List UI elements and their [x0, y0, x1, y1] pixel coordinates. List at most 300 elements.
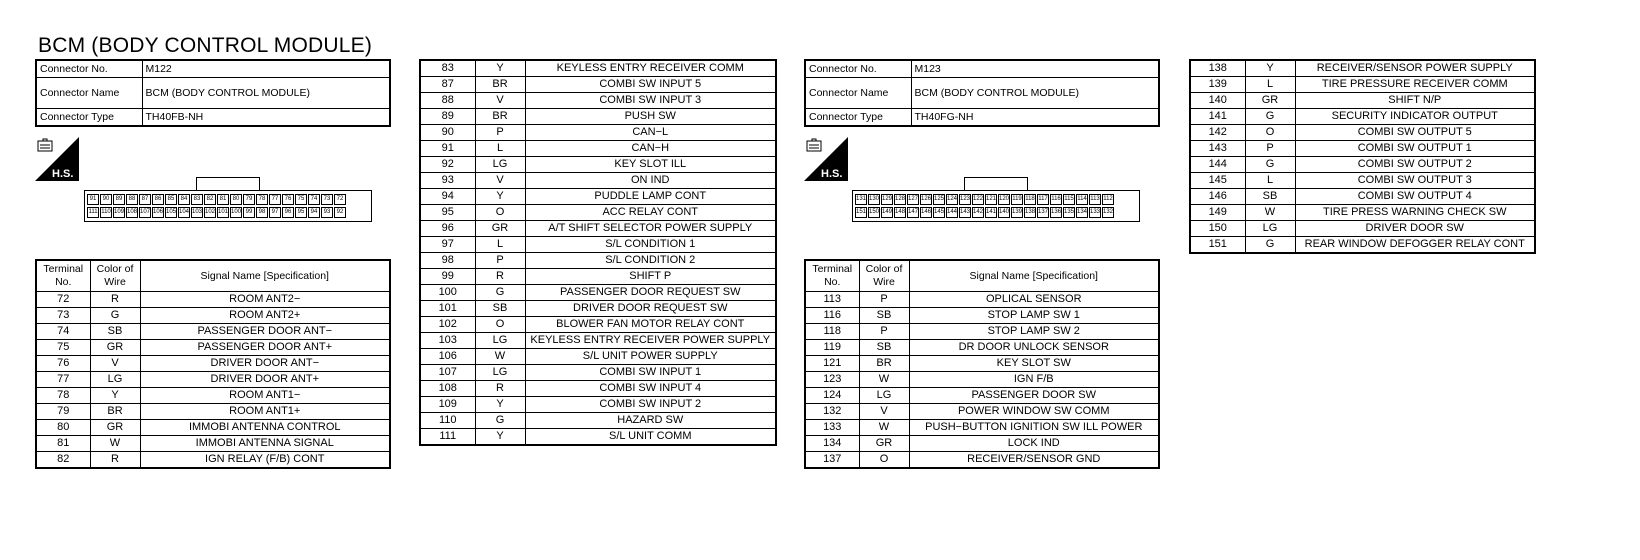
connector-pin: 127: [907, 194, 919, 205]
wire-color: LG: [475, 333, 525, 349]
table-row: [1190, 189, 1535, 205]
wire-color: BR: [475, 109, 525, 125]
wire-color: G: [1245, 237, 1295, 254]
terminal-no: 151: [1190, 237, 1245, 254]
table-row: [805, 388, 1159, 404]
label-connector-name: Connector Name: [36, 78, 142, 109]
wire-color: W: [859, 372, 909, 388]
connector-pin: 137: [1037, 207, 1049, 218]
terminal-no: 113: [805, 292, 859, 308]
table-row: [36, 436, 390, 452]
terminal-no: 146: [1190, 189, 1245, 205]
wire-color: R: [475, 381, 525, 397]
table-row: [420, 381, 776, 397]
signal-name: IGN RELAY (F/B) CONT: [140, 452, 390, 469]
wire-color: G: [1245, 109, 1295, 125]
table-row: [420, 157, 776, 173]
connector-pin: 131: [855, 194, 867, 205]
wire-color: GR: [1245, 93, 1295, 109]
signal-name: PASSENGER DOOR SW: [909, 388, 1159, 404]
wire-color: V: [475, 93, 525, 109]
signal-name: RECEIVER/SENSOR GND: [909, 452, 1159, 469]
signal-name: SHIFT N/P: [1295, 93, 1535, 109]
label-connector-no: Connector No.: [805, 60, 911, 78]
connector-face-m123: [852, 190, 1140, 222]
hs-label: H.S.: [52, 168, 74, 180]
signal-name: IMMOBI ANTENNA SIGNAL: [140, 436, 390, 452]
terminal-no: 110: [420, 413, 475, 429]
table-row: [805, 452, 1159, 469]
table-row: [805, 292, 1159, 308]
table-row: [1190, 205, 1535, 221]
connector-type-value: TH40FG-NH: [911, 109, 1159, 127]
connector-pin: 149: [881, 207, 893, 218]
wire-color: SB: [1245, 189, 1295, 205]
signal-name: ROOM ANT1−: [140, 388, 390, 404]
terminal-no: 79: [36, 404, 90, 420]
connector-pin: 116: [1050, 194, 1062, 205]
terminal-no: 72: [36, 292, 90, 308]
hs-connector-icon: [804, 137, 848, 181]
connector-pin: 96: [282, 207, 294, 218]
connector-pin: 129: [881, 194, 893, 205]
wire-color: P: [859, 324, 909, 340]
connector-pin: 130: [868, 194, 880, 205]
terminal-no: 77: [36, 372, 90, 388]
connector-pin: 121: [985, 194, 997, 205]
connector-pin: 103: [191, 207, 203, 218]
connector-pin: 85: [165, 194, 177, 205]
connector-pin: 140: [998, 207, 1010, 218]
connector-pin: 97: [269, 207, 281, 218]
connector-pin: 119: [1011, 194, 1023, 205]
terminal-no: 96: [420, 221, 475, 237]
table-row: [420, 60, 776, 77]
signal-name: ROOM ANT2+: [140, 308, 390, 324]
connector-pin: 150: [868, 207, 880, 218]
connector-pin: 99: [243, 207, 255, 218]
terminal-no: 83: [420, 60, 475, 77]
signal-name: POWER WINDOW SW COMM: [909, 404, 1159, 420]
signal-table-m122-b: [419, 59, 777, 446]
terminal-no: 137: [805, 452, 859, 469]
signal-name: STOP LAMP SW 2: [909, 324, 1159, 340]
wire-color: V: [859, 404, 909, 420]
signal-name: STOP LAMP SW 1: [909, 308, 1159, 324]
wire-color: L: [475, 141, 525, 157]
connector-pin: 144: [946, 207, 958, 218]
terminal-no: 149: [1190, 205, 1245, 221]
terminal-no: 100: [420, 285, 475, 301]
table-row: [420, 365, 776, 381]
wire-color: LG: [90, 372, 140, 388]
connector-pin: 133: [1089, 207, 1101, 218]
table-row: [1190, 109, 1535, 125]
table-row: [1190, 237, 1535, 254]
signal-table-m123-a: [804, 259, 1160, 469]
signal-name: S/L UNIT COMM: [525, 429, 776, 446]
table-row: [420, 237, 776, 253]
connector-pin: 83: [191, 194, 203, 205]
signal-name: SECURITY INDICATOR OUTPUT: [1295, 109, 1535, 125]
wire-color: BR: [90, 404, 140, 420]
connector-pin: 105: [165, 207, 177, 218]
connector-pin: 115: [1063, 194, 1075, 205]
terminal-no: 119: [805, 340, 859, 356]
wire-color: LG: [859, 388, 909, 404]
connector-face-m122: [84, 190, 372, 222]
header-terminal: Terminal No.: [36, 260, 90, 292]
wire-color: R: [90, 292, 140, 308]
wire-color: W: [859, 420, 909, 436]
table-row: [36, 388, 390, 404]
connector-pin: 100: [230, 207, 242, 218]
signal-name: COMBI SW INPUT 2: [525, 397, 776, 413]
table-row: [1190, 141, 1535, 157]
terminal-no: 98: [420, 253, 475, 269]
signal-name: REAR WINDOW DEFOGGER RELAY CONT: [1295, 237, 1535, 254]
connector-pin: 95: [295, 207, 307, 218]
table-row: [805, 340, 1159, 356]
terminal-no: 150: [1190, 221, 1245, 237]
connector-pin: 143: [959, 207, 971, 218]
connector-pin: 136: [1050, 207, 1062, 218]
table-row: [420, 429, 776, 446]
connector-pin: 101: [217, 207, 229, 218]
page-title: BCM (BODY CONTROL MODULE): [38, 34, 373, 57]
terminal-no: 141: [1190, 109, 1245, 125]
table-row: [420, 109, 776, 125]
wire-color: GR: [90, 340, 140, 356]
table-row: [36, 372, 390, 388]
table-row: [420, 413, 776, 429]
terminal-no: 107: [420, 365, 475, 381]
table-row: [1190, 77, 1535, 93]
connector-pin: 110: [100, 207, 112, 218]
connector-pin: 74: [308, 194, 320, 205]
signal-name: COMBI SW OUTPUT 1: [1295, 141, 1535, 157]
terminal-no: 106: [420, 349, 475, 365]
header-color: Color of Wire: [859, 260, 909, 292]
wire-color: L: [1245, 77, 1295, 93]
signal-name: ACC RELAY CONT: [525, 205, 776, 221]
signal-name: S/L CONDITION 2: [525, 253, 776, 269]
signal-name: COMBI SW OUTPUT 5: [1295, 125, 1535, 141]
terminal-no: 99: [420, 269, 475, 285]
terminal-no: 82: [36, 452, 90, 469]
connector-pin: 94: [308, 207, 320, 218]
terminal-no: 75: [36, 340, 90, 356]
header-signal: Signal Name [Specification]: [140, 260, 390, 292]
connector-pin: 82: [204, 194, 216, 205]
connector-pin: 89: [113, 194, 125, 205]
signal-table-m123-b: [1189, 59, 1536, 254]
table-row: [420, 269, 776, 285]
wire-color: GR: [859, 436, 909, 452]
connector-pin: 147: [907, 207, 919, 218]
wire-color: G: [475, 413, 525, 429]
table-row: [36, 452, 390, 469]
hs-connector-icon: [35, 137, 79, 181]
terminal-no: 142: [1190, 125, 1245, 141]
table-row: [805, 436, 1159, 452]
wire-color: P: [859, 292, 909, 308]
signal-name: SHIFT P: [525, 269, 776, 285]
header-color: Color of Wire: [90, 260, 140, 292]
connector-pin: 151: [855, 207, 867, 218]
connector-pin: 141: [985, 207, 997, 218]
connector-name-value: BCM (BODY CONTROL MODULE): [911, 78, 1159, 109]
table-row: [36, 292, 390, 308]
connector-pin: 128: [894, 194, 906, 205]
wire-color: R: [475, 269, 525, 285]
connector-pin: 125: [933, 194, 945, 205]
connector-pin: 132: [1102, 207, 1114, 218]
connector-pin: 84: [178, 194, 190, 205]
terminal-no: 74: [36, 324, 90, 340]
table-row: [36, 404, 390, 420]
terminal-no: 103: [420, 333, 475, 349]
table-row: [420, 189, 776, 205]
wire-color: BR: [859, 356, 909, 372]
wire-color: GR: [90, 420, 140, 436]
connector-pin: 77: [269, 194, 281, 205]
terminal-no: 90: [420, 125, 475, 141]
signal-name: IGN F/B: [909, 372, 1159, 388]
table-row: [805, 324, 1159, 340]
connector-pin: 76: [282, 194, 294, 205]
connector-pin: 107: [139, 207, 151, 218]
table-row: [1190, 125, 1535, 141]
connector-pin: 72: [334, 194, 346, 205]
signal-name: PASSENGER DOOR REQUEST SW: [525, 285, 776, 301]
table-row: [420, 253, 776, 269]
connector-pin: 86: [152, 194, 164, 205]
terminal-no: 91: [420, 141, 475, 157]
terminal-no: 134: [805, 436, 859, 452]
connector-pin: 102: [204, 207, 216, 218]
signal-name: PUSH SW: [525, 109, 776, 125]
terminal-no: 76: [36, 356, 90, 372]
terminal-no: 95: [420, 205, 475, 221]
connector-info-m122: [35, 59, 391, 127]
label-connector-type: Connector Type: [805, 109, 911, 127]
connector-pin: 118: [1024, 194, 1036, 205]
connector-pin: 93: [321, 207, 333, 218]
connector-pin: 139: [1011, 207, 1023, 218]
label-connector-type: Connector Type: [36, 109, 142, 127]
terminal-no: 144: [1190, 157, 1245, 173]
signal-name: PASSENGER DOOR ANT+: [140, 340, 390, 356]
connector-pin: 135: [1063, 207, 1075, 218]
terminal-no: 132: [805, 404, 859, 420]
terminal-no: 140: [1190, 93, 1245, 109]
terminal-no: 92: [420, 157, 475, 173]
terminal-no: 116: [805, 308, 859, 324]
signal-name: COMBI SW OUTPUT 3: [1295, 173, 1535, 189]
connector-pin: 146: [920, 207, 932, 218]
wire-color: O: [475, 317, 525, 333]
terminal-no: 102: [420, 317, 475, 333]
table-row: [420, 317, 776, 333]
table-row: [36, 420, 390, 436]
wire-color: R: [90, 452, 140, 469]
wire-color: Y: [475, 189, 525, 205]
connector-name-value: BCM (BODY CONTROL MODULE): [142, 78, 390, 109]
connector-no-value: M122: [142, 60, 390, 78]
terminal-no: 81: [36, 436, 90, 452]
connector-pin: 124: [946, 194, 958, 205]
wire-color: LG: [475, 365, 525, 381]
signal-name: TIRE PRESS WARNING CHECK SW: [1295, 205, 1535, 221]
hs-label: H.S.: [821, 168, 843, 180]
connector-pin: 98: [256, 207, 268, 218]
wire-color: LG: [1245, 221, 1295, 237]
wire-color: P: [1245, 141, 1295, 157]
table-row: [805, 420, 1159, 436]
connector-pin: 79: [243, 194, 255, 205]
signal-name: KEYLESS ENTRY RECEIVER POWER SUPPLY: [525, 333, 776, 349]
terminal-no: 143: [1190, 141, 1245, 157]
wire-color: BR: [475, 77, 525, 93]
table-row: [420, 93, 776, 109]
wire-color: SB: [859, 340, 909, 356]
wire-color: O: [1245, 125, 1295, 141]
table-row: [805, 308, 1159, 324]
connector-type-value: TH40FB-NH: [142, 109, 390, 127]
table-row: [36, 340, 390, 356]
signal-name: COMBI SW OUTPUT 2: [1295, 157, 1535, 173]
signal-name: ROOM ANT1+: [140, 404, 390, 420]
signal-name: KEY SLOT ILL: [525, 157, 776, 173]
terminal-no: 94: [420, 189, 475, 205]
table-row: [420, 349, 776, 365]
connector-pin: 73: [321, 194, 333, 205]
wire-color: GR: [475, 221, 525, 237]
wire-color: Y: [1245, 60, 1295, 77]
table-row: [420, 301, 776, 317]
connector-pin: 120: [998, 194, 1010, 205]
signal-name: DRIVER DOOR REQUEST SW: [525, 301, 776, 317]
table-row: [1190, 221, 1535, 237]
table-row: [805, 356, 1159, 372]
table-row: [420, 205, 776, 221]
terminal-no: 124: [805, 388, 859, 404]
table-row: [805, 404, 1159, 420]
wire-color: Y: [90, 388, 140, 404]
wire-color: G: [1245, 157, 1295, 173]
signal-name: RECEIVER/SENSOR POWER SUPPLY: [1295, 60, 1535, 77]
signal-name: S/L CONDITION 1: [525, 237, 776, 253]
connector-pin: 80: [230, 194, 242, 205]
connector-pin: 126: [920, 194, 932, 205]
wire-color: SB: [90, 324, 140, 340]
table-row: [420, 141, 776, 157]
table-row: [36, 308, 390, 324]
wire-color: L: [475, 237, 525, 253]
signal-name: BLOWER FAN MOTOR RELAY CONT: [525, 317, 776, 333]
wire-color: Y: [475, 429, 525, 446]
wire-color: P: [475, 253, 525, 269]
connector-pin: 108: [126, 207, 138, 218]
wire-color: Y: [475, 60, 525, 77]
wire-color: G: [475, 285, 525, 301]
table-row: [1190, 157, 1535, 173]
table-row: [420, 333, 776, 349]
wire-color: V: [475, 173, 525, 189]
terminal-no: 88: [420, 93, 475, 109]
connector-pin: 113: [1089, 194, 1101, 205]
header-signal: Signal Name [Specification]: [909, 260, 1159, 292]
signal-name: ON IND: [525, 173, 776, 189]
signal-name: KEY SLOT SW: [909, 356, 1159, 372]
signal-name: PASSENGER DOOR ANT−: [140, 324, 390, 340]
connector-pin: 145: [933, 207, 945, 218]
terminal-no: 93: [420, 173, 475, 189]
terminal-no: 118: [805, 324, 859, 340]
connector-no-value: M123: [911, 60, 1159, 78]
connector-pin: 109: [113, 207, 125, 218]
connector-pin: 75: [295, 194, 307, 205]
connector-info-m123: [804, 59, 1160, 127]
signal-name: LOCK IND: [909, 436, 1159, 452]
table-row: [420, 397, 776, 413]
table-row: [805, 372, 1159, 388]
table-row: [1190, 173, 1535, 189]
wire-color: LG: [475, 157, 525, 173]
terminal-no: 80: [36, 420, 90, 436]
table-row: [1190, 60, 1535, 77]
signal-name: COMBI SW INPUT 5: [525, 77, 776, 93]
connector-pin: 138: [1024, 207, 1036, 218]
table-row: [1190, 93, 1535, 109]
connector-pin: 122: [972, 194, 984, 205]
signal-name: CAN−H: [525, 141, 776, 157]
wire-color: P: [475, 125, 525, 141]
signal-name: DRIVER DOOR ANT−: [140, 356, 390, 372]
connector-pin: 91: [87, 194, 99, 205]
signal-name: COMBI SW INPUT 4: [525, 381, 776, 397]
signal-name: HAZARD SW: [525, 413, 776, 429]
wire-color: L: [1245, 173, 1295, 189]
table-row: [420, 221, 776, 237]
terminal-no: 101: [420, 301, 475, 317]
connector-pin: 148: [894, 207, 906, 218]
terminal-no: 139: [1190, 77, 1245, 93]
terminal-no: 87: [420, 77, 475, 93]
signal-name: COMBI SW INPUT 1: [525, 365, 776, 381]
connector-pin: 134: [1076, 207, 1088, 218]
signal-name: PUSH−BUTTON IGNITION SW ILL POWER: [909, 420, 1159, 436]
connector-pin: 78: [256, 194, 268, 205]
wire-color: SB: [859, 308, 909, 324]
wire-color: O: [859, 452, 909, 469]
terminal-no: 109: [420, 397, 475, 413]
table-row: [420, 125, 776, 141]
signal-name: ROOM ANT2−: [140, 292, 390, 308]
wire-color: W: [475, 349, 525, 365]
signal-name: DR DOOR UNLOCK SENSOR: [909, 340, 1159, 356]
connector-pin: 142: [972, 207, 984, 218]
table-row: [36, 324, 390, 340]
connector-pin: 111: [87, 207, 99, 218]
wire-color: G: [90, 308, 140, 324]
connector-pin: 112: [1102, 194, 1114, 205]
signal-name: PUDDLE LAMP CONT: [525, 189, 776, 205]
connector-pin: 87: [139, 194, 151, 205]
terminal-no: 89: [420, 109, 475, 125]
wire-color: W: [90, 436, 140, 452]
